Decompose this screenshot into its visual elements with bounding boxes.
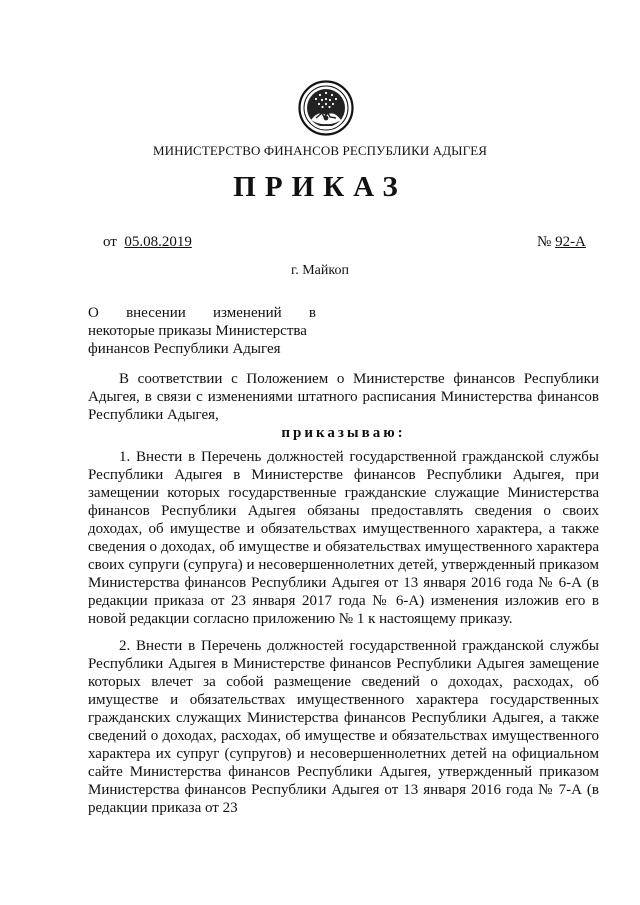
date-prefix: от: [103, 234, 117, 250]
number-value: 92-А: [555, 234, 586, 250]
number-prefix: №: [537, 234, 552, 250]
paragraph-1: 1. Внести в Перечень должностей государственной гражданской службы Республики Адыгея в Министерстве финансов Республики Адыгея, при замещении которых государственные гражданские служащие Министерства финансов Республики Адыгея обязаны предоставлять сведения о своих доходах, об имуществе и обязательствах имущественного характера, а также сведения о доходах, об имуществе и обязательствах имущественного характера своих супруги (супруга) и несовершеннолетних детей, утвержденный приказом Министерства финансов Республики Адыгея от 13 января 2016 года № 6-А (в редакции приказа от 23 января 2017 года № 6-А) изменения изложив его в новой редакции согласно приложению № 1 к настоящему приказу.: [88, 449, 599, 627]
order-subject: [88, 304, 316, 358]
decree-word: приказываю:: [281, 425, 406, 441]
paragraph-2: 2. Внести в Перечень должностей государственной гражданской службы Республики Адыгея в Министерстве финансов Республики Адыгея замещение которых влечет за собой размещение сведений о доходах, расходах, об имуществе и обязательствах имущественного характера государственных гражданских служащих Министерства финансов Республики Адыгея, а также сведений о доходах, расходах, об имуществе и обязательствах имущественного характера их супруг (супругов) и несовершеннолетних детей на официальном сайте Министерства финансов Республики Адыгея, утвержденный приказом Министерства финансов Республики Адыгея от 13 января 2016 года № 7-А (в редакции приказа от 23: [88, 638, 599, 816]
coat-of-arms-icon: [298, 80, 354, 136]
ministry-name: МИНИСТЕРСТВО ФИНАНСОВ РЕСПУБЛИКИ АДЫГЕЯ: [152, 143, 488, 158]
order-date: [103, 234, 192, 251]
subject-line-2: некоторые приказы Министерства: [88, 323, 307, 339]
preamble-paragraph: В соответствии с Положением о Министерстве финансов Республики Адыгея, в связи с изменениями штатного расписания Министерства финансов Республики Адыгея,: [88, 371, 599, 423]
subject-line-1: О внесении изменений в: [88, 305, 316, 321]
date-value: 05.08.2019: [124, 234, 192, 250]
city: г. Майкоп: [291, 263, 349, 278]
order-number: [537, 234, 586, 251]
document-title: ПРИКАЗ: [233, 171, 407, 203]
subject-line-3: финансов Республики Адыгея: [88, 341, 281, 357]
